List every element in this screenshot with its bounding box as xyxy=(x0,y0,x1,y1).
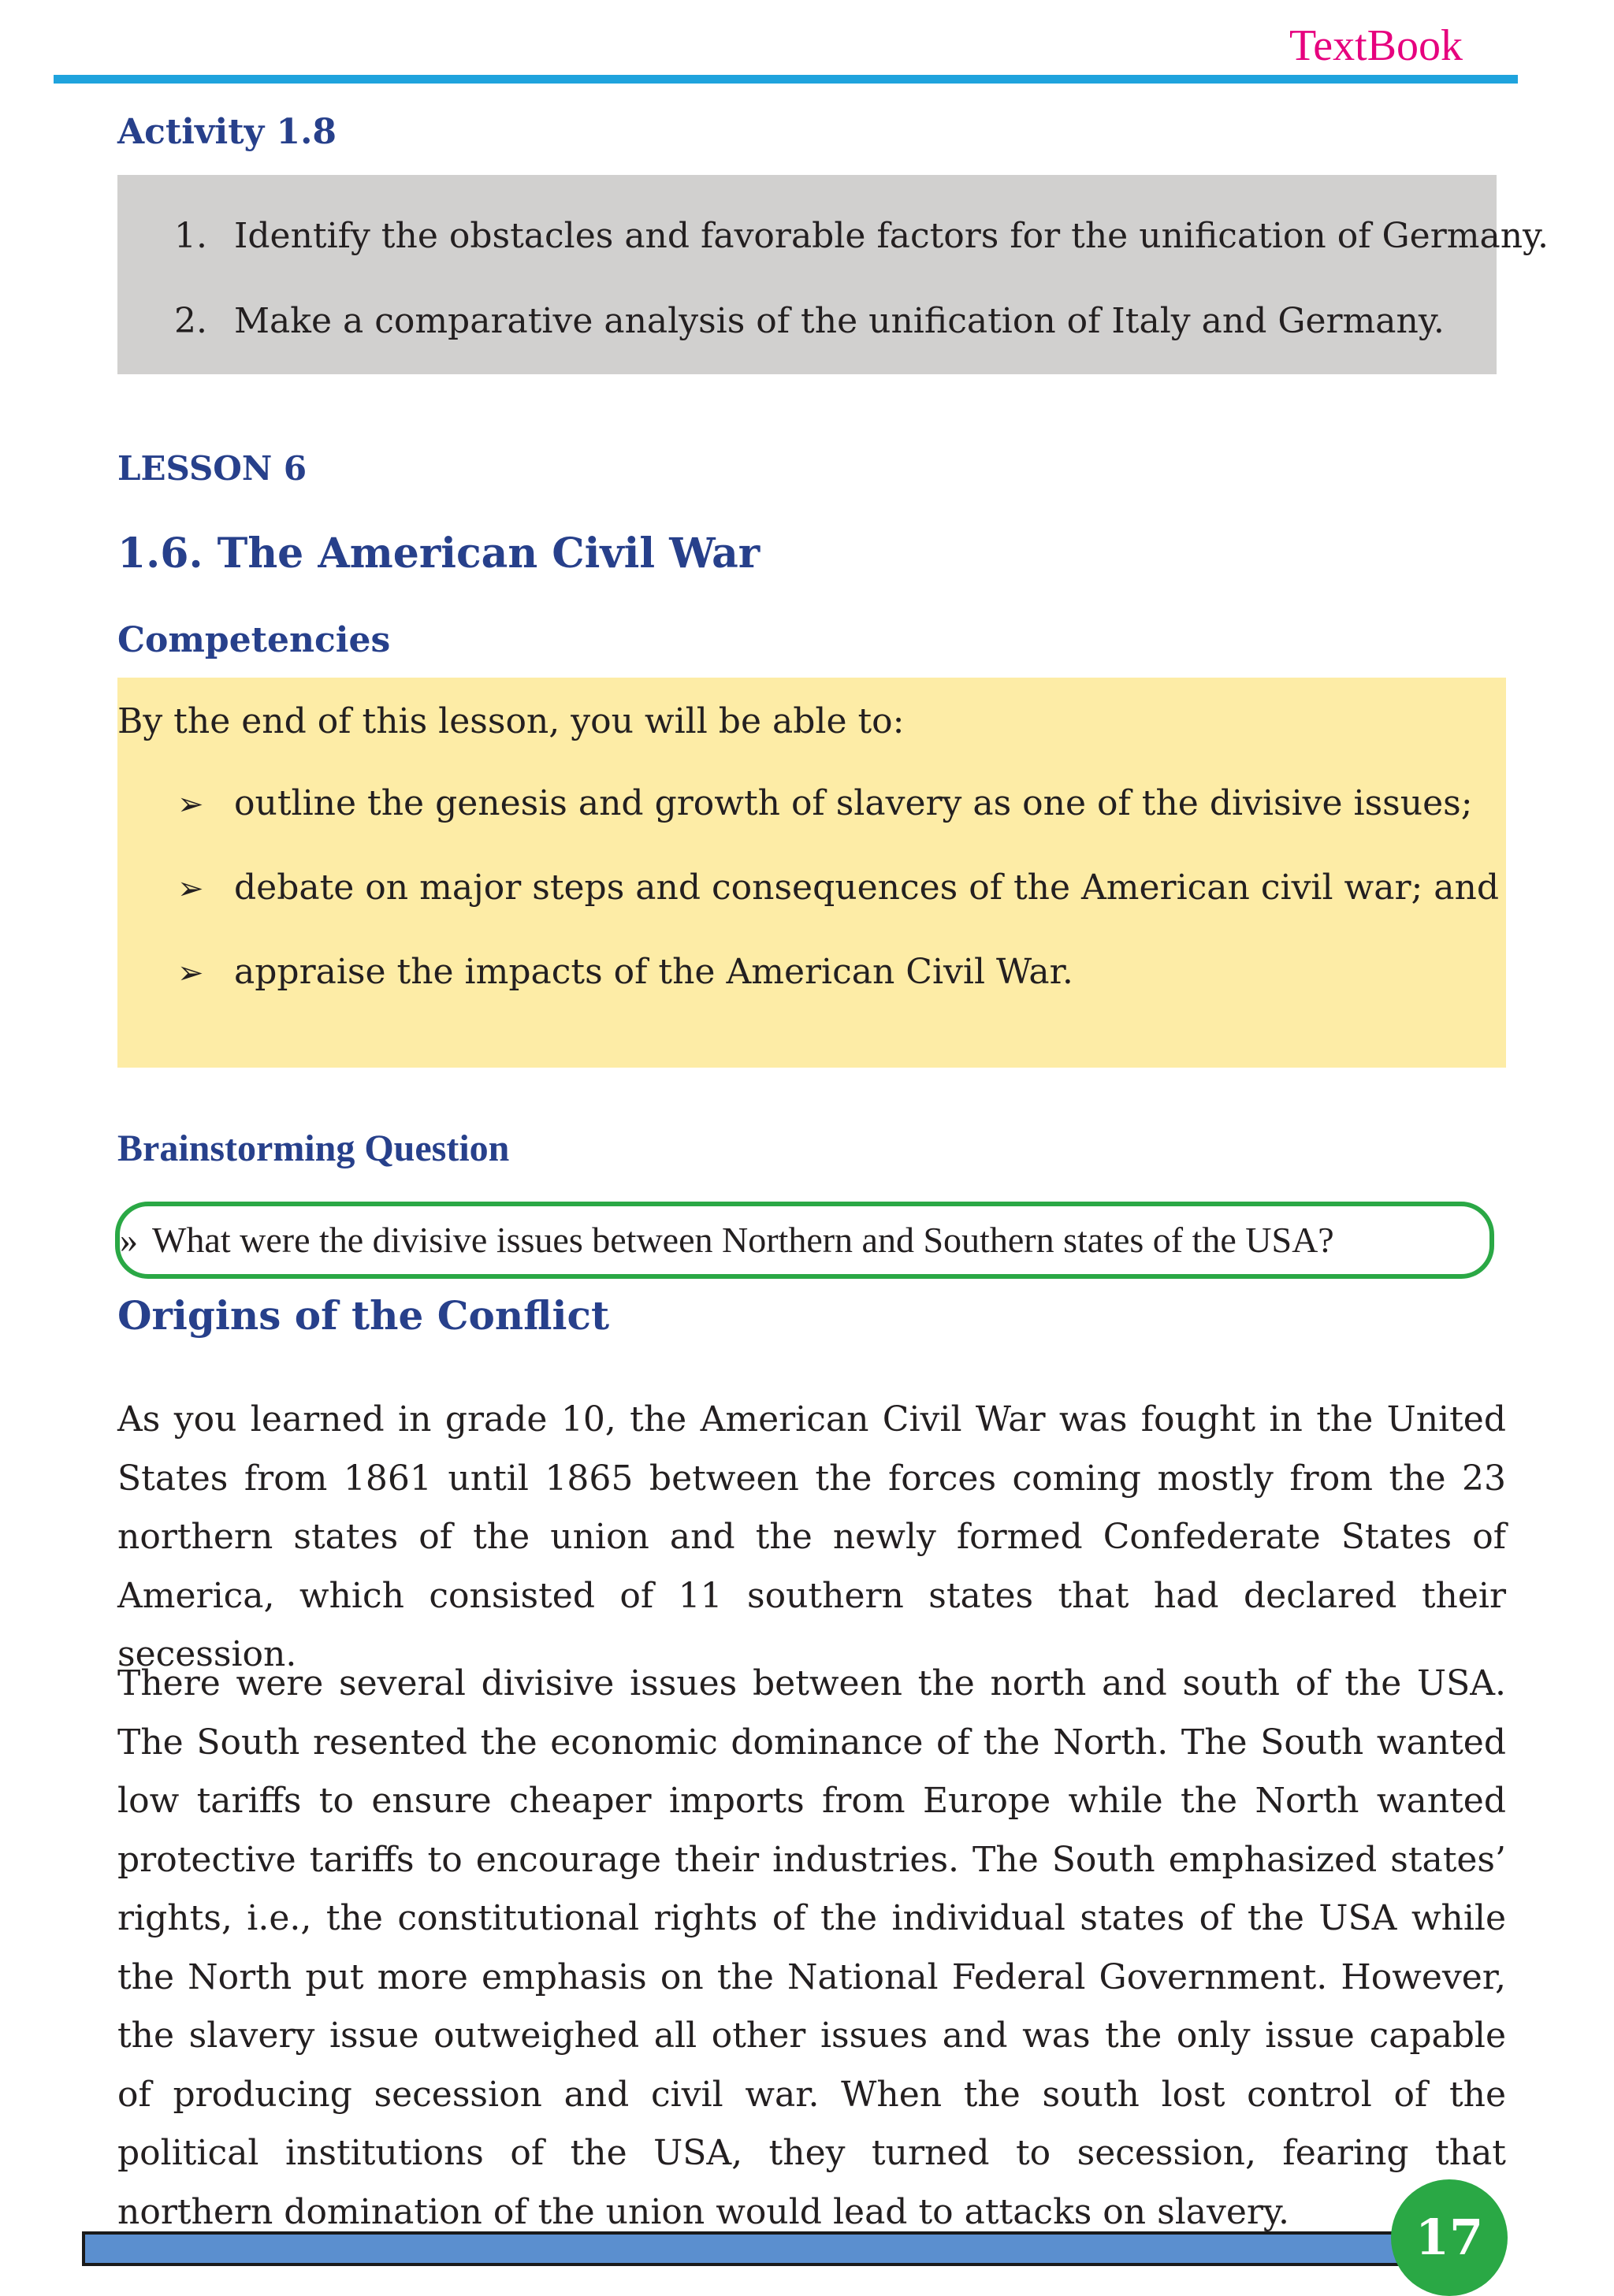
chevron-bullet-icon: » xyxy=(120,1220,138,1260)
brainstorming-question xyxy=(120,1219,1334,1261)
brainstorming-question-box xyxy=(115,1202,1494,1279)
arrowhead-bullet-icon: ➢ xyxy=(177,955,204,991)
arrowhead-bullet-icon: ➢ xyxy=(177,786,204,823)
competency-item xyxy=(177,863,1499,947)
activity-item-number: 2. xyxy=(174,301,207,341)
activity-item-text: Make a comparative analysis of the unification of Italy and Germany. xyxy=(234,301,1445,341)
brainstorming-heading: Brainstorming Question xyxy=(117,1128,510,1169)
activity-item-text: Identify the obstacles and favorable factors for the unification of Germany. xyxy=(234,216,1549,256)
activity-heading: Activity 1.8 xyxy=(117,112,337,152)
arrowhead-bullet-icon: ➢ xyxy=(177,871,204,907)
origins-heading: Origins of the Conflict xyxy=(117,1292,610,1339)
lesson-label: LESSON 6 xyxy=(117,449,307,488)
competencies-intro: By the end of this lesson, you will be able to: xyxy=(117,701,905,741)
competency-item xyxy=(177,778,1499,863)
lesson-title: 1.6. The American Civil War xyxy=(117,529,761,578)
competency-text: debate on major steps and consequences of the American civil war; and xyxy=(234,868,1500,908)
activity-box xyxy=(117,175,1549,374)
body-paragraph: As you learned in grade 10, the American Civil War was fought in the United States from 1861 until 1865 between the forces coming mostly from the 23 northern states of the union and the newly formed Confederate States of America, which consisted of 11 southern states that had declared their secession. xyxy=(117,1399,1506,1674)
activity-item xyxy=(174,194,1549,279)
competency-text: appraise the impacts of the American Civil War. xyxy=(234,952,1073,992)
page-number-badge: 17 xyxy=(1391,2179,1508,2296)
competencies-heading: Competencies xyxy=(117,620,391,660)
activity-list xyxy=(174,194,1549,364)
textbook-header-label: TextBook xyxy=(1289,21,1463,70)
activity-item-number: 1. xyxy=(174,216,207,256)
header-rule xyxy=(54,75,1518,84)
competencies-list xyxy=(177,778,1499,1031)
competency-item xyxy=(177,947,1499,1031)
body-paragraph: There were several divisive issues between the north and south of the USA. The South resented the economic dominance of the North. The South wanted low tariffs to ensure cheaper imports from Europe while the North wanted protective tariffs to encourage their industries. The South emphasized states’ rights, i.e., the constitutional rights of the individual states of the USA while the North put more emphasis on the National Federal Government. However, the slavery issue outweighed all other issues and was the only issue capable of producing secession and civil war. When the south lost control of the political institutions of the USA, they turned to secession, fearing that northern domination of the union would lead to attacks on slavery. xyxy=(117,1663,1506,2232)
competency-text: outline the genesis and growth of slavery as one of the divisive issues; xyxy=(234,783,1473,823)
brainstorming-question-text: What were the divisive issues between Northern and Southern states of the USA? xyxy=(152,1220,1334,1260)
footer-bar xyxy=(82,2231,1422,2266)
activity-item xyxy=(174,279,1549,364)
competencies-box xyxy=(117,678,1506,1068)
